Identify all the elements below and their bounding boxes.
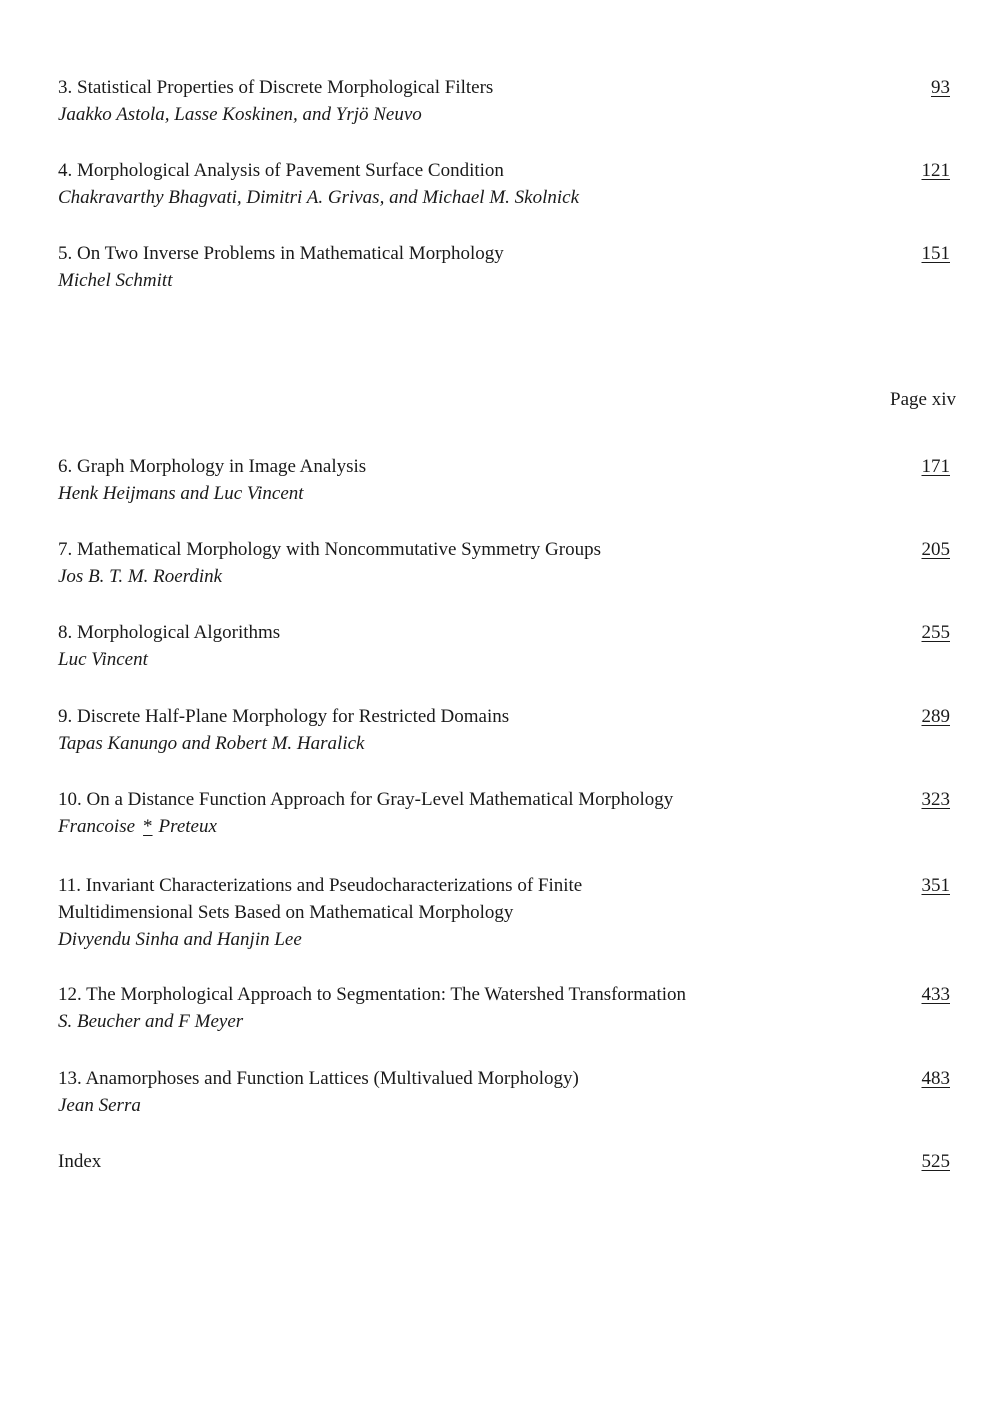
entry-authors: Luc Vincent (58, 649, 148, 670)
entry-title: 6. Graph Morphology in Image Analysis (58, 456, 367, 477)
page-link[interactable]: 121 (921, 160, 950, 181)
entry-authors: Henk Heijmans and Luc Vincent (58, 483, 304, 504)
page-link[interactable]: 93 (931, 77, 950, 98)
page-link[interactable]: 171 (921, 456, 950, 477)
toc-entry-5 (58, 240, 950, 294)
toc-entry-7 (58, 536, 950, 590)
toc-entry-8 (58, 619, 950, 673)
page-link[interactable]: 351 (921, 875, 950, 896)
entry-authors: Divyendu Sinha and Hanjin Lee (58, 929, 302, 950)
page-link[interactable]: 205 (921, 539, 950, 560)
toc-entry-4 (58, 157, 950, 211)
entry-title: 10. On a Distance Function Approach for Gray-Level Mathematical Morphology (58, 789, 674, 810)
toc-entry-6 (58, 453, 950, 507)
toc-entry-11 (58, 872, 950, 953)
asterisk-link[interactable]: * (143, 816, 153, 837)
entry-title: 8. Morphological Algorithms (58, 622, 281, 643)
page-link[interactable]: 255 (921, 622, 950, 643)
entry-title: Index (58, 1151, 102, 1172)
page-link[interactable]: 433 (921, 984, 950, 1005)
entry-authors: Jean Serra (58, 1095, 141, 1116)
page-marker: Page xiv (890, 389, 956, 410)
toc-entry-3 (58, 74, 950, 128)
page-link[interactable]: 323 (921, 789, 950, 810)
toc-entry-9 (58, 703, 950, 757)
entry-authors: Michel Schmitt (58, 270, 173, 291)
entry-title: 3. Statistical Properties of Discrete Morphological Filters (58, 77, 494, 98)
toc-entry-index (58, 1148, 950, 1175)
entry-title: 12. The Morphological Approach to Segmentation: The Watershed Transformation (58, 984, 687, 1005)
toc-entry-10 (58, 786, 950, 840)
entry-title: 9. Discrete Half-Plane Morphology for Restricted Domains (58, 706, 510, 727)
entry-authors: S. Beucher and F Meyer (58, 1011, 244, 1032)
entry-title: 11. Invariant Characterizations and Pseudocharacterizations of Finite Multidimensional Sets Based on Mathematical Morphology (58, 875, 583, 923)
page-link[interactable]: 483 (921, 1068, 950, 1089)
entry-title: 4. Morphological Analysis of Pavement Surface Condition (58, 160, 504, 181)
entry-authors: Jaakko Astola, Lasse Koskinen, and Yrjö Neuvo (58, 104, 422, 125)
toc-entry-12 (58, 981, 950, 1035)
toc-entry-13 (58, 1065, 950, 1119)
page-link[interactable]: 289 (921, 706, 950, 727)
page-link[interactable]: 525 (921, 1151, 950, 1172)
entry-title: 13. Anamorphoses and Function Lattices (Multivalued Morphology) (58, 1068, 579, 1089)
entry-title: 5. On Two Inverse Problems in Mathematical Morphology (58, 243, 504, 264)
entry-authors: Jos B. T. M. Roerdink (58, 566, 223, 587)
page-link[interactable]: 151 (921, 243, 950, 264)
entry-authors: Chakravarthy Bhagvati, Dimitri A. Grivas, and Michael M. Skolnick (58, 187, 580, 208)
author-last-name: Preteux (158, 816, 217, 837)
entry-title: 7. Mathematical Morphology with Noncommutative Symmetry Groups (58, 539, 602, 560)
entry-authors: Tapas Kanungo and Robert M. Haralick (58, 733, 365, 754)
entry-authors (58, 813, 950, 840)
author-first-name: Francoise (58, 816, 136, 837)
